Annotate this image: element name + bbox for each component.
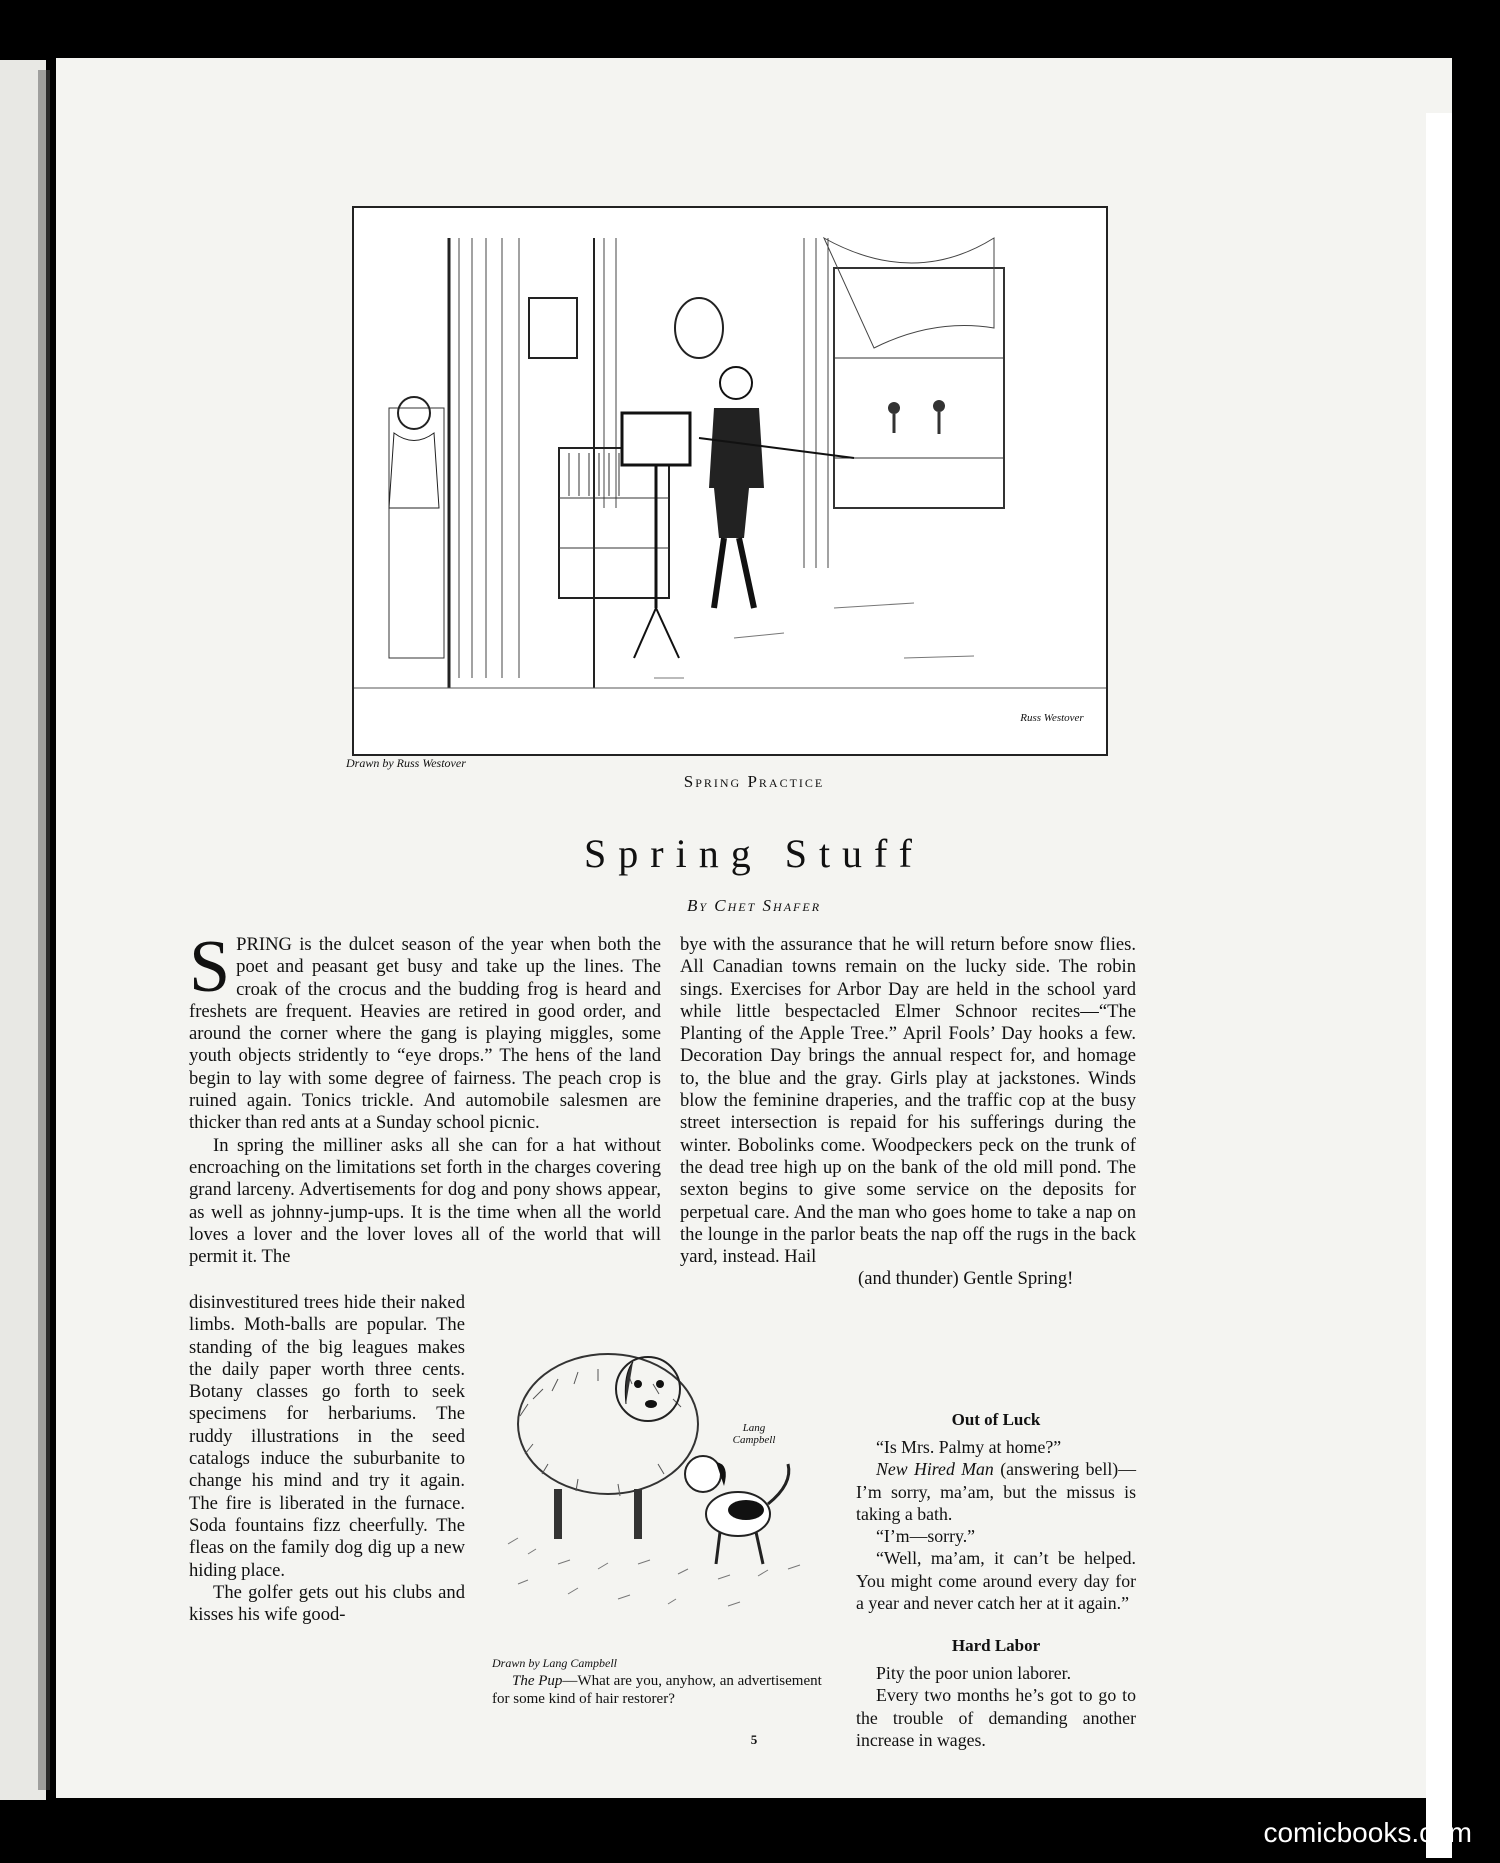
illustration-signature: Russ Westover	[1020, 712, 1084, 724]
article-paragraph-3: The golfer gets out his clubs and kisses his wife good-	[189, 1581, 465, 1626]
article-paragraph-2: In spring the milliner asks all she can for a hat without encroaching on the limitations set forth in the charges covering grand larceny. Advertisements for dog and pony shows appear, as well as johnny-jump-ups. It is the time when all the world loves a lover and the lover loves all of the world that will permit it. The	[189, 1134, 661, 1268]
illustration-2-credit: Drawn by Lang Campbell	[492, 1656, 618, 1670]
column-2-text: bye with the assurance that he will return before snow flies. All Canadian towns remain on the lucky side. The robin sings. Exercises for Arbor Day are held in the school yard while little bespectacled Elmer Schnoor recites—“The Planting of the Apple Tree.” April Fools’ Day hooks a few. Decoration Day brings the annual respect for, and homage to, the blue and the gray. Girls play at jackstones. Winds blow the feminine draperies, and the traffic cop at the busy street intersection is repaid for his sufferings during the winter. Bobolinks come. Woodpeckers peck on the trunk of the dead tree high up on the bank of the old mill pond. The sexton begins to give some service on the deposits for perpetual care. And the man who goes home to take a nap on the lounge in the parlor beats the nap off the rugs in the back yard, instead. Hail	[680, 934, 1136, 1268]
watermark: comicbooks.com	[1263, 1817, 1472, 1848]
page-right-edge	[1426, 113, 1452, 1858]
illustration-2-signature: Lang Campbell	[732, 1422, 776, 1446]
article-column-1-narrow	[189, 1292, 465, 1626]
drawing-boy-violin	[354, 208, 1106, 754]
paragraph-1-text: PRING is the dulcet season of the year when both the poet and peasant get busy and take up the lines. The croak of the crocus and the budding frog is heard and freshets are frequent. Heavies are retired in good order, and around the corner where the gang is playing miggles, some youth objects stridently to “eye drops.” The hens of the land begin to lay with some degree of fairness. The peach crop is ruined again. Tonics trickle. And automobile salesmen are thicker than red ants at a Sunday school picnic.	[189, 934, 661, 1134]
magazine-page	[56, 58, 1452, 1798]
illustration-spring-practice	[352, 206, 1108, 756]
joke-1-line-4: “Well, ma’am, it can’t be helped. You might come around every day for a year and never catch her at it again.”	[856, 1548, 1136, 1614]
caption-lead: The Pup	[512, 1673, 563, 1689]
joke-1-line-2	[856, 1458, 1136, 1525]
column-2-closing: (and thunder) Gentle Spring!	[858, 1268, 1074, 1290]
article-byline: By Chet Shafer	[686, 896, 822, 915]
article-paragraph-2-cont: disinvestitured trees hide their naked limbs. Moth-balls are popular. The standing of the big leagues makes the daily paper worth three cents. Botany classes go forth to seek specimens for herbariums. The ruddy illustrations in the seed catalogs induce the suburbanite to change his mind and try it again. The fire is liberated in the furnace. Soda fountains fizz cheerfully. The fleas on the family dog dig up a new hiding place.	[189, 1292, 465, 1581]
joke-1-speaker: New Hired Man	[876, 1459, 994, 1480]
caption-text: —What are you, anyhow, an advertisement for some kind of hair restorer?	[492, 1673, 822, 1707]
joke-1-line-3: “I’m—sorry.”	[876, 1526, 976, 1547]
joke-1-line-1: “Is Mrs. Palmy at home?”	[876, 1437, 1062, 1457]
illustration-2-caption	[492, 1672, 840, 1708]
joke-2-line-1: Pity the poor union laborer.	[876, 1663, 1072, 1683]
illustration-credit: Drawn by Russ Westover	[346, 756, 466, 770]
joke-1-line-2-text: (answering bell)—I’m sorry, ma’am, but the missus is taking a bath.	[856, 1459, 1136, 1524]
drop-cap: S	[189, 926, 231, 1008]
article-paragraph-1	[189, 926, 661, 1135]
joke-2-line-2: Every two months he’s got to go to the trouble of demanding another increase in wages.	[856, 1685, 1136, 1750]
illustration-the-pup	[488, 1314, 836, 1652]
article-column-2	[680, 934, 1136, 1291]
spine-shadow	[38, 70, 50, 1790]
page-number: 5	[750, 1732, 758, 1747]
article-column-1	[189, 926, 661, 1268]
joke-2-title: Hard Labor	[951, 1636, 1041, 1655]
drawing-two-dogs	[488, 1314, 836, 1652]
article-title: Spring Stuff	[584, 831, 924, 876]
joke-out-of-luck	[856, 1404, 1136, 1614]
illustration-caption: Spring Practice	[683, 772, 825, 791]
joke-1-title: Out of Luck	[951, 1410, 1041, 1429]
